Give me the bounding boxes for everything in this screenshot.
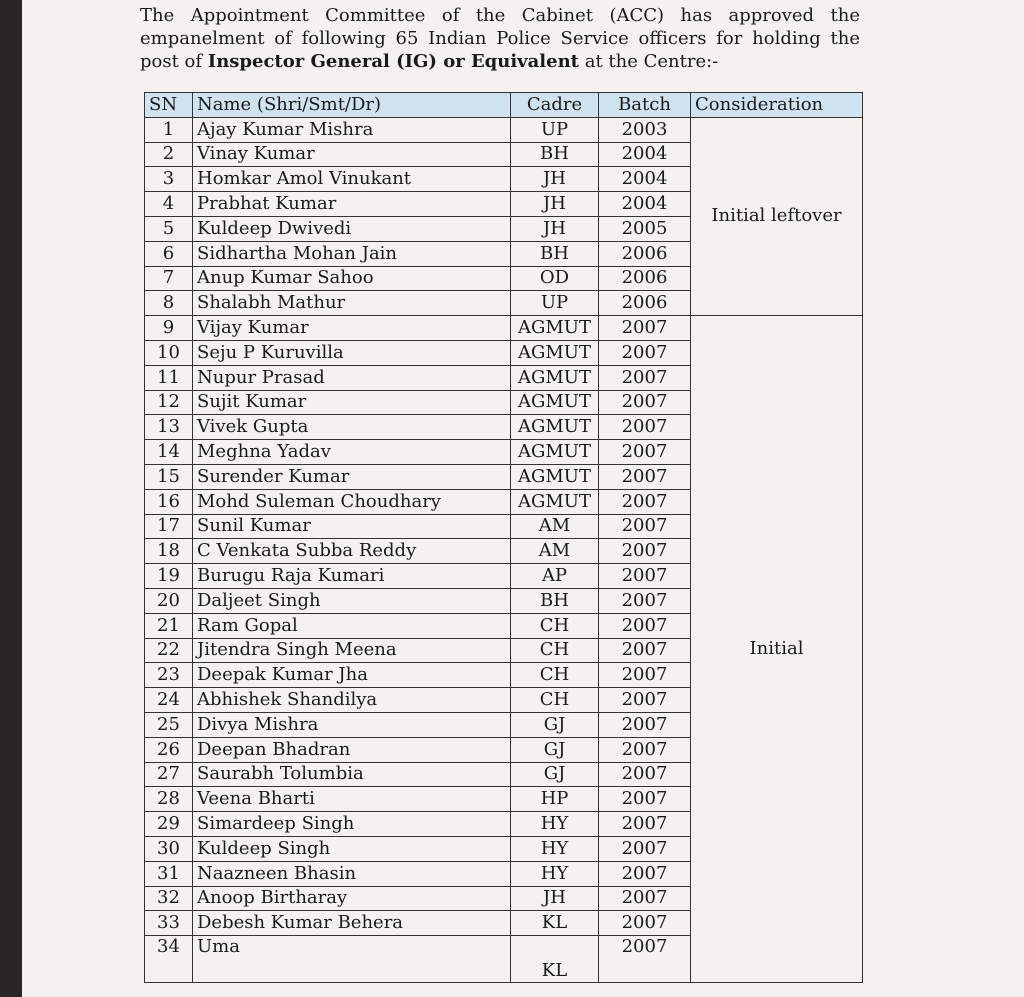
cell-batch: 2007 (599, 638, 691, 663)
cell-sn: 26 (145, 737, 193, 762)
cell-cadre: JH (511, 886, 599, 911)
cell-name: Sunil Kumar (193, 514, 511, 539)
cell-batch: 2007 (599, 539, 691, 564)
cell-name: Vivek Gupta (193, 415, 511, 440)
cell-name: Kuldeep Dwivedi (193, 216, 511, 241)
intro-text-start: The Appointment Committee of the Cabinet (ACC) has approved the empanelment of following 65 Indian Police Service officers for holding the post of (140, 5, 860, 72)
cell-cadre: GJ (511, 762, 599, 787)
cell-cadre: AGMUT (511, 390, 599, 415)
cell-cadre: BH (511, 588, 599, 613)
cell-cadre: AGMUT (511, 365, 599, 390)
table-row (145, 117, 863, 142)
cell-cadre: OD (511, 266, 599, 291)
cell-sn: 12 (145, 390, 193, 415)
cell-batch: 2007 (599, 390, 691, 415)
cell-sn: 14 (145, 440, 193, 465)
cell-sn: 17 (145, 514, 193, 539)
cell-cadre: CH (511, 688, 599, 713)
intro-post-title: Inspector General (IG) or Equivalent (207, 51, 579, 72)
cell-sn: 23 (145, 663, 193, 688)
cell-sn: 27 (145, 762, 193, 787)
table-row (145, 316, 863, 341)
cell-batch: 2007 (599, 936, 691, 983)
cell-sn: 16 (145, 489, 193, 514)
cell-sn: 19 (145, 564, 193, 589)
cell-batch: 2007 (599, 737, 691, 762)
cell-sn: 11 (145, 365, 193, 390)
cell-batch: 2007 (599, 663, 691, 688)
cell-name: Prabhat Kumar (193, 192, 511, 217)
cell-consideration: Initial leftover (691, 117, 863, 315)
cell-name: Abhishek Shandilya (193, 688, 511, 713)
cell-cadre: GJ (511, 737, 599, 762)
cell-name: Sujit Kumar (193, 390, 511, 415)
cell-sn: 2 (145, 142, 193, 167)
cell-batch: 2006 (599, 291, 691, 316)
cell-batch: 2007 (599, 762, 691, 787)
cell-cadre: JH (511, 216, 599, 241)
cell-cadre: UP (511, 291, 599, 316)
cell-cadre: HY (511, 836, 599, 861)
cell-cadre: AGMUT (511, 340, 599, 365)
header-cadre: Cadre (511, 93, 599, 118)
cell-batch: 2007 (599, 836, 691, 861)
header-consideration: Consideration (691, 93, 863, 118)
cell-name: Simardeep Singh (193, 812, 511, 837)
cell-cadre: HY (511, 812, 599, 837)
cell-cadre: AM (511, 514, 599, 539)
cell-batch: 2007 (599, 514, 691, 539)
cell-sn: 25 (145, 712, 193, 737)
cell-sn: 22 (145, 638, 193, 663)
cell-cadre: AGMUT (511, 440, 599, 465)
cell-cadre: JH (511, 167, 599, 192)
cell-name: Mohd Suleman Choudhary (193, 489, 511, 514)
cell-batch: 2007 (599, 812, 691, 837)
cell-name: Anoop Birtharay (193, 886, 511, 911)
cell-batch: 2004 (599, 142, 691, 167)
cell-batch: 2007 (599, 564, 691, 589)
cell-name: Debesh Kumar Behera (193, 911, 511, 936)
cell-sn: 5 (145, 216, 193, 241)
cell-sn: 32 (145, 886, 193, 911)
cell-sn: 4 (145, 192, 193, 217)
cell-cadre: CH (511, 638, 599, 663)
cell-batch: 2007 (599, 415, 691, 440)
cell-name: Ram Gopal (193, 613, 511, 638)
cell-sn: 31 (145, 861, 193, 886)
cell-name: Vinay Kumar (193, 142, 511, 167)
cell-batch: 2006 (599, 241, 691, 266)
cell-sn: 21 (145, 613, 193, 638)
cell-cadre: BH (511, 142, 599, 167)
cell-batch: 2007 (599, 316, 691, 341)
cell-name: Shalabh Mathur (193, 291, 511, 316)
cell-name: Jitendra Singh Meena (193, 638, 511, 663)
cell-batch: 2007 (599, 340, 691, 365)
cell-name: Divya Mishra (193, 712, 511, 737)
table-body (145, 117, 863, 982)
cell-batch: 2004 (599, 192, 691, 217)
cell-batch: 2007 (599, 911, 691, 936)
cell-batch: 2007 (599, 489, 691, 514)
cell-sn: 29 (145, 812, 193, 837)
cell-batch: 2007 (599, 440, 691, 465)
cell-sn: 24 (145, 688, 193, 713)
cell-cadre: KL (511, 911, 599, 936)
cell-cadre: CH (511, 613, 599, 638)
cell-name: Anup Kumar Sahoo (193, 266, 511, 291)
header-batch: Batch (599, 93, 691, 118)
cell-sn: 7 (145, 266, 193, 291)
cell-name: Uma (193, 936, 511, 983)
cell-cadre: GJ (511, 712, 599, 737)
cell-name: Deepak Kumar Jha (193, 663, 511, 688)
cell-name: Burugu Raja Kumari (193, 564, 511, 589)
cell-batch: 2007 (599, 688, 691, 713)
cell-name: Homkar Amol Vinukant (193, 167, 511, 192)
cell-sn: 10 (145, 340, 193, 365)
cell-cadre: HY (511, 861, 599, 886)
cell-batch: 2007 (599, 861, 691, 886)
cell-batch: 2007 (599, 886, 691, 911)
cell-cadre: AGMUT (511, 316, 599, 341)
cell-name: Ajay Kumar Mishra (193, 117, 511, 142)
cell-name: Surender Kumar (193, 464, 511, 489)
cell-batch: 2007 (599, 365, 691, 390)
officers-table (144, 92, 863, 983)
cell-sn: 8 (145, 291, 193, 316)
cell-cadre: AM (511, 539, 599, 564)
intro-paragraph (140, 4, 860, 73)
cell-batch: 2003 (599, 117, 691, 142)
cell-sn: 34 (145, 936, 193, 983)
cell-sn: 18 (145, 539, 193, 564)
cell-batch: 2005 (599, 216, 691, 241)
cell-sn: 3 (145, 167, 193, 192)
cell-name: Meghna Yadav (193, 440, 511, 465)
cell-cadre: AGMUT (511, 464, 599, 489)
cell-cadre: UP (511, 117, 599, 142)
intro-text-end: at the Centre:- (579, 51, 719, 72)
cell-sn: 33 (145, 911, 193, 936)
cell-cadre: AGMUT (511, 489, 599, 514)
header-sn: SN (145, 93, 193, 118)
table-header-row (145, 93, 863, 118)
cell-batch: 2004 (599, 167, 691, 192)
cell-batch: 2006 (599, 266, 691, 291)
cell-batch: 2007 (599, 712, 691, 737)
cell-sn: 6 (145, 241, 193, 266)
cell-batch: 2007 (599, 588, 691, 613)
cell-sn: 20 (145, 588, 193, 613)
cell-batch: 2007 (599, 613, 691, 638)
cell-sn: 1 (145, 117, 193, 142)
cell-cadre: JH (511, 192, 599, 217)
cell-sn: 15 (145, 464, 193, 489)
cell-name: C Venkata Subba Reddy (193, 539, 511, 564)
cell-sn: 28 (145, 787, 193, 812)
cell-name: Nupur Prasad (193, 365, 511, 390)
cell-name: Naazneen Bhasin (193, 861, 511, 886)
cell-name: Vijay Kumar (193, 316, 511, 341)
cell-cadre: CH (511, 663, 599, 688)
cell-name: Seju P Kuruvilla (193, 340, 511, 365)
cell-sn: 13 (145, 415, 193, 440)
cell-name: Kuldeep Singh (193, 836, 511, 861)
cell-name: Veena Bharti (193, 787, 511, 812)
cell-cadre: AP (511, 564, 599, 589)
cell-cadre: BH (511, 241, 599, 266)
cell-cadre: KL (511, 936, 599, 983)
cell-sn: 9 (145, 316, 193, 341)
cell-batch: 2007 (599, 787, 691, 812)
cell-cadre: AGMUT (511, 415, 599, 440)
cell-name: Deepan Bhadran (193, 737, 511, 762)
cell-cadre: HP (511, 787, 599, 812)
cell-name: Saurabh Tolumbia (193, 762, 511, 787)
cell-batch: 2007 (599, 464, 691, 489)
cell-consideration: Initial (691, 316, 863, 983)
cell-name: Daljeet Singh (193, 588, 511, 613)
header-name: Name (Shri/Smt/Dr) (193, 93, 511, 118)
cell-sn: 30 (145, 836, 193, 861)
cell-name: Sidhartha Mohan Jain (193, 241, 511, 266)
